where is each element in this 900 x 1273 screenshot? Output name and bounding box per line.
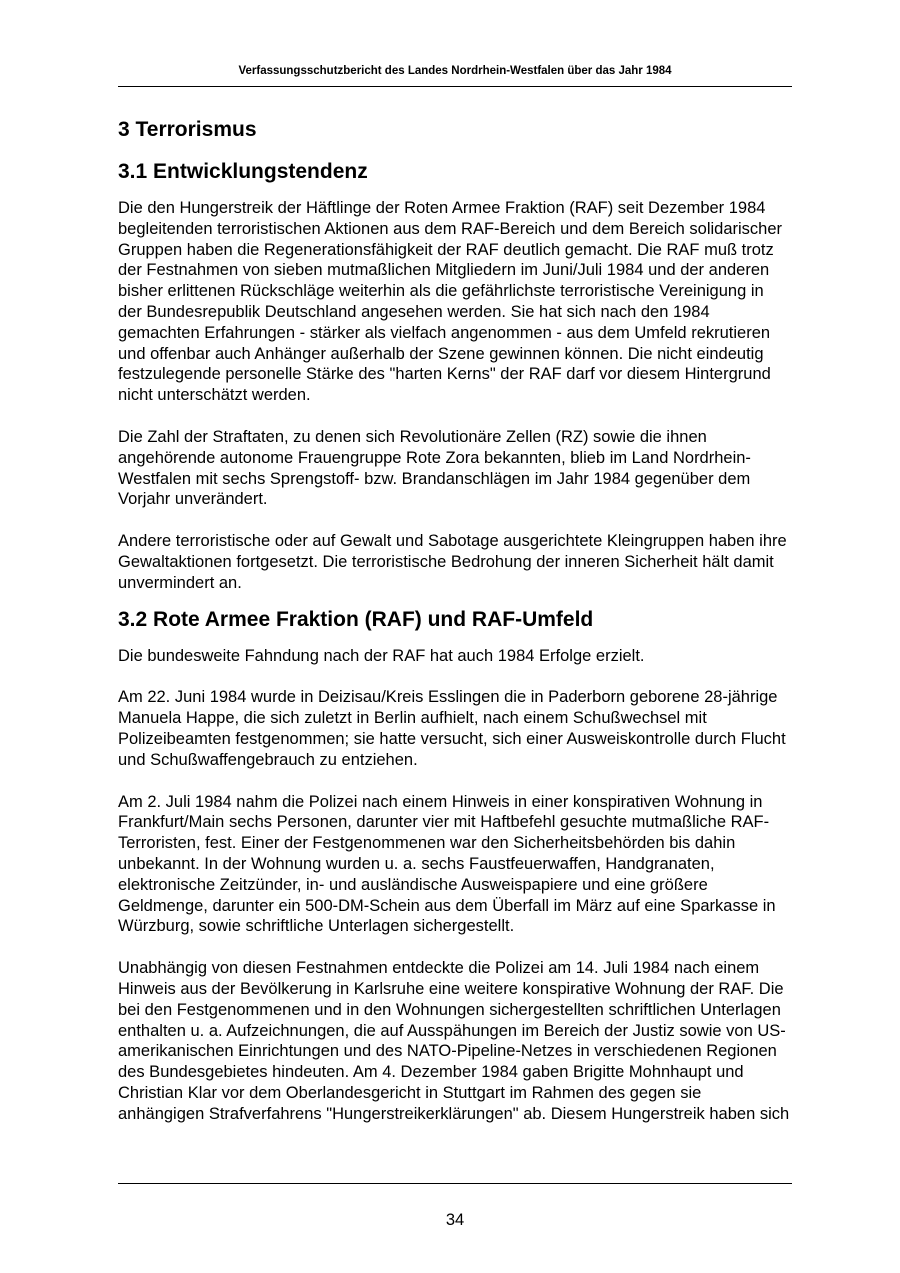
paragraph: Unabhängig von diesen Festnahmen entdeckte die Polizei am 14. Juli 1984 nach einem Hinweis aus der Bevölkerung in Karlsruhe eine weitere konspirative Wohnung der RAF. Die bei den Festgenommenen und in den Wohnungen sichergestellten schriftlichen Unterlagen enthalten u. a. Aufzeichnungen, die auf Ausspähungen im Bereich der Justiz sowie von US-amerikanischen Einrichtungen und des NATO-Pipeline-Netzes in verschiedenen Regionen des Bundesgebietes hindeuten. Am 4. Dezember 1984 gaben Brigitte Mohnhaupt und Christian Klar vor dem Oberlandesgericht in Stuttgart im Rahmen des gegen sie anhängigen Strafverfahrens "Hungerstreikerklärungen" ab. Diesem Hungerstreik haben sich (118, 959, 790, 1123)
paragraph: Am 22. Juni 1984 wurde in Deizisau/Kreis Esslingen die in Paderborn geborene 28-jährige Manuela Happe, die sich zuletzt in Berlin aufhielt, nach einem Schußwechsel mit Polizeibeamten festgenommen; sie hatte versucht, sich einer Ausweiskontrolle durch Flucht und Schußwaffengebrauch zu entziehen. (118, 688, 786, 769)
running-header: Verfassungsschutzbericht des Landes Nordrhein-Westfalen über das Jahr 1984 (238, 65, 672, 77)
page-content (118, 112, 792, 1124)
section-title-entwicklungstendenz: 3.1 Entwicklungstendenz (118, 160, 368, 183)
page-number: 34 (445, 1211, 465, 1229)
header-rule (118, 86, 792, 87)
paragraph: Die den Hungerstreik der Häftlinge der Roten Armee Fraktion (RAF) seit Dezember 1984 begleitenden terroristischen Aktionen aus dem RAF-Bereich und dem Bereich solidarischer Gruppen haben die Regenerationsfähigkeit der RAF deutlich gemacht. Die RAF muß trotz der Festnahmen von sieben mutmaßlichen Mitgliedern im Juni/Juli 1984 und der anderen bisher erlittenen Rückschläge weiterhin als die gefährlichste terroristische Vereinigung in der Bundesrepublik Deutschland angesehen werden. Sie hat sich nach den 1984 gemachten Erfahrungen - stärker als vielfach angenommen - aus dem Umfeld rekrutieren und offenbar auch Anhänger außerhalb der Szene gewinnen können. Die nicht eindeutig festzulegende personelle Stärke des "harten Kerns" der RAF darf vor diesem Hintergrund nicht unterschätzt werden. (118, 199, 783, 405)
paragraph: Die bundesweite Fahndung nach der RAF hat auch 1984 Erfolge erzielt. (118, 646, 645, 665)
paragraph: Die Zahl der Straftaten, zu denen sich Revolutionäre Zellen (RZ) sowie die ihnen angehörende autonome Frauengruppe Rote Zora bekannten, blieb im Land Nordrhein-Westfalen mit sechs Sprengstoff- bzw. Brandanschlägen im Jahr 1984 gegenüber dem Vorjahr unverändert. (118, 427, 751, 509)
footer-rule (118, 1183, 792, 1184)
section-title-raf: 3.2 Rote Armee Fraktion (RAF) und RAF-Umfeld (118, 607, 594, 631)
paragraph: Andere terroristische oder auf Gewalt und Sabotage ausgerichtete Kleingruppen haben ihre Gewaltaktionen fortgesetzt. Die terroristische Bedrohung der inneren Sicherheit hält damit unvermindert an. (118, 532, 787, 592)
paragraph: Am 2. Juli 1984 nahm die Polizei nach einem Hinweis in einer konspirativen Wohnung in Frankfurt/Main sechs Personen, darunter vier mit Haftbefehl gesuchte mutmaßliche RAF-Terroristen, fest. Einer der Festgenommenen war den Sicherheitsbehörden bis dahin unbekannt. In der Wohnung wurden u. a. sechs Faustfeuerwaffen, Handgranaten, elektronische Zeitzünder, in- und ausländische Ausweispapiere und eine größere Geldmenge, darunter ein 500-DM-Schein aus dem Überfall im März auf eine Sparkasse in Würzburg, sowie schriftliche Unterlagen sichergestellt. (118, 792, 776, 936)
chapter-title: 3 Terrorismus (118, 118, 257, 141)
